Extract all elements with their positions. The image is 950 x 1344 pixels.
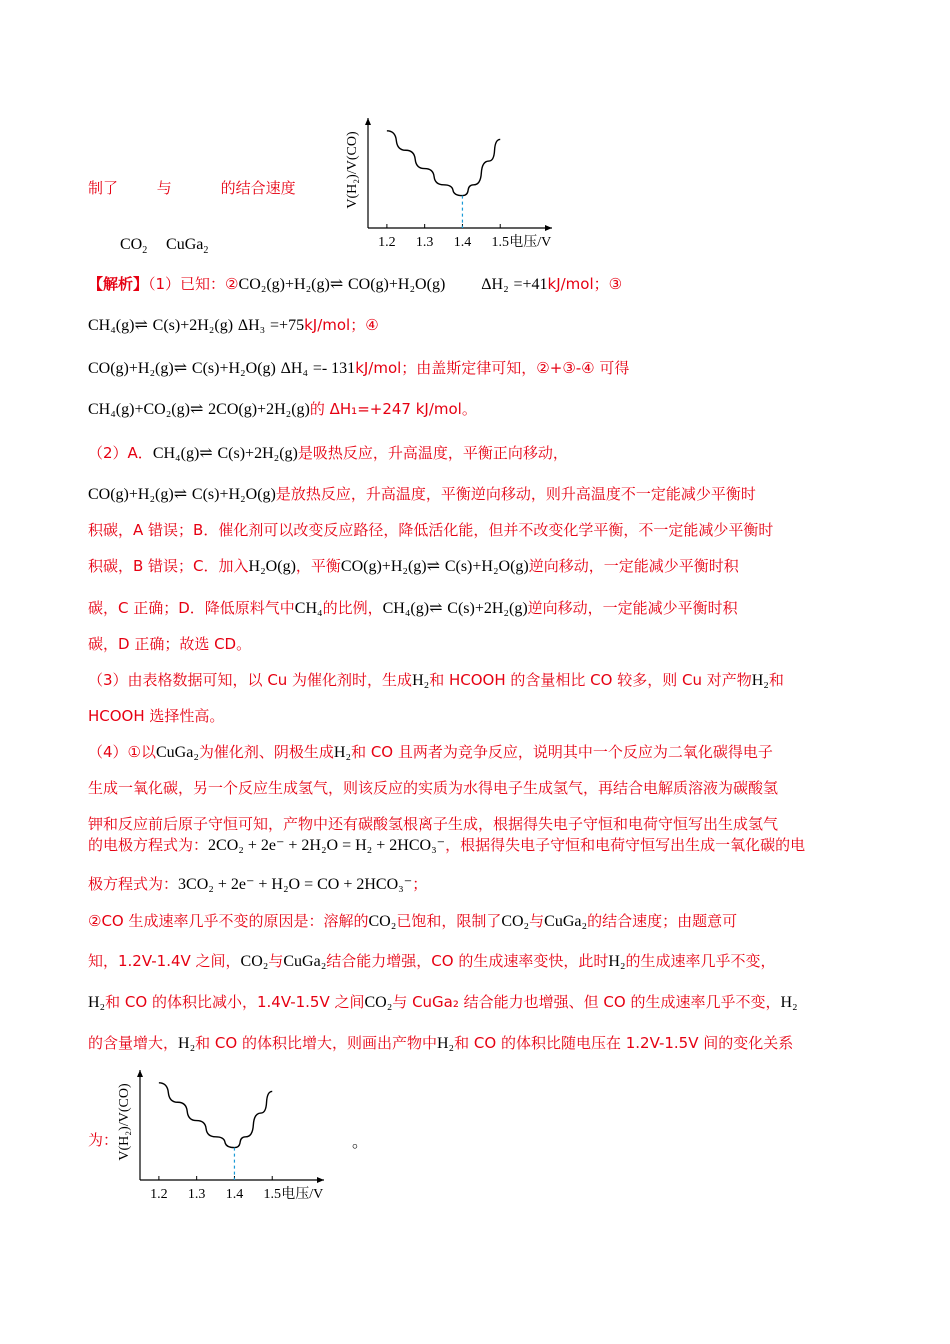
cathode-co-equation: 3CO₂ + 2e⁻ + H₂O = CO + 2HCO₃⁻ (178, 876, 413, 893)
fragment-b: 与 (156, 179, 172, 197)
co2-formula: $CO_2$ (120, 236, 148, 257)
chart-bottom-svg (112, 1062, 362, 1212)
p3-line1: （3）由表格数据可知，以 Cu 为催化剂时，生成H₂和 HCOOH 的含量相比 CO 较多，则 Cu 对产物H₂和 (88, 671, 784, 689)
p5-line3: H₂和 CO 的体积比减小，1.4V-1.5V 之间CO₂与 CuGa₂ 结合能力也增强、但 CO 的生成速率几乎不变，H₂ (88, 993, 798, 1011)
p2-line1: （2）A．CH₄(g)⇌ C(s)+2H₂(g)是吸热反应，升高温度，平衡正向移动， (88, 444, 568, 462)
p1-line3: CO(g)+H₂(g)⇌ C(s)+H₂O(g) ΔH₄ =- 131kJ/mol；由盖斯定律可知，②+③-④ 可得 (88, 359, 630, 377)
p1-line2: CH₄(g)⇌ C(s)+2H₂(g) ΔH₃ =+75kJ/mol；④ (88, 316, 379, 334)
fragment-c: 的结合速度 (220, 179, 296, 197)
series-line (387, 131, 500, 196)
x-tick-label: 1.5 (491, 235, 509, 250)
chart-top (340, 110, 590, 260)
x-axis-label: 电压/V (509, 235, 552, 250)
x-axis-label: 电压/V (281, 1187, 324, 1202)
p2-line2: CO(g)+H₂(g)⇌ C(s)+H₂O(g)是放热反应，升高温度，平衡逆向移动，则升高温度不一定能减少平衡时 (88, 485, 756, 503)
y-axis-label: V(H₂)/V(CO) (345, 131, 360, 209)
p2-line5: 碳，C 正确；D．降低原料气中CH₄的比例，CH₄(g)⇌ C(s)+2H₂(g)逆向移动，一定能减少平衡时积 (88, 599, 738, 617)
x-tick-label: 1.2 (378, 235, 396, 250)
y-axis-arrow (365, 118, 371, 125)
chart-top-svg (340, 110, 590, 260)
p4-line3: 钾和反应前后原子守恒可知，产物中还有碳酸氢根离子生成，根据得失电子守恒和电荷守恒写出生成氢气 (88, 815, 779, 833)
p4-line4: 的电极方程式为：2CO₂ + 2e⁻ + 2H₂O = H₂ + 2HCO₃⁻，根据得失电子守恒和电荷守恒写出生成一氧化碳的电 (88, 836, 806, 854)
p5-line2: 知，1.2V-1.4V 之间，CO₂与CuGa₂结合能力增强，CO 的生成速率变快，此时H₂的生成速率几乎不变， (88, 952, 776, 970)
x-tick-label: 1.5 (263, 1187, 281, 1202)
y-axis-label: V(H₂)/V(CO) (117, 1083, 132, 1161)
x-tick-label: 1.4 (453, 235, 472, 250)
p5-line1: ②CO 生成速率几乎不变的原因是：溶解的CO₂已饱和，限制了CO₂与CuGa₂的结合速度；由题意可 (88, 912, 738, 930)
p1-line4: CH₄(g)+CO₂(g)⇌ 2CO(g)+2H₂(g)的 ΔH₁=+247 kJ/mol。 (88, 400, 477, 418)
x-tick-label: 1.4 (225, 1187, 244, 1202)
p1-line1: 【解析】（1）已知：②CO₂(g)+H₂(g)⇌ CO(g)+H₂O(g) ΔH₂ =+41kJ/mol；③ (88, 275, 623, 293)
x-tick-label: 1.2 (150, 1187, 168, 1202)
p4-line5: 极方程式为：3CO₂ + 2e⁻ + H₂O = CO + 2HCO₃⁻； (88, 875, 428, 893)
cathode-h2-equation: 2CO₂ + 2e⁻ + 2H₂O = H₂ + 2HCO₃⁻ (208, 837, 446, 854)
p2-line4: 积碳，B 错误；C．加入H₂O(g)，平衡CO(g)+H₂(g)⇌ C(s)+H₂O(g)逆向移动，一定能减少平衡时积 (88, 557, 739, 575)
p5-line4: 的含量增大，H₂和 CO 的体积比增大，则画出产物中H₂和 CO 的体积比随电压在 1.2V-1.5V 间的变化关系 (88, 1034, 794, 1052)
series-line (159, 1083, 272, 1148)
p2-line6: 碳，D 正确；故选 CD。 (88, 635, 252, 653)
answer-period: 。 (352, 1134, 369, 1151)
x-tick-label: 1.3 (415, 235, 434, 250)
cuga2-formula: CuGa$_2$ (166, 236, 209, 257)
p4-line2: 生成一氧化碳，另一个反应生成氢气，则该反应的实质为水得电子生成氢气，再结合电解质溶液为碳酸氢 (88, 779, 779, 797)
fragment-a: 制了 (88, 179, 119, 197)
y-axis-arrow (137, 1070, 143, 1077)
chart-bottom (112, 1062, 362, 1212)
top-formulas (120, 226, 240, 263)
p4-line1: （4）①以CuGa₂为催化剂、阴极生成H₂和 CO 且两者为竞争反应，说明其中一个反应为二氧化碳得电子 (88, 743, 773, 761)
x-tick-label: 1.3 (187, 1187, 206, 1202)
p2-line3: 积碳，A 错误；B．催化剂可以改变反应路径，降低活化能，但并不改变化学平衡，不一定能减少平衡时 (88, 521, 774, 539)
x-axis-arrow (317, 1177, 324, 1183)
answer-prefix: 为： (88, 1131, 119, 1149)
x-axis-arrow (545, 225, 552, 231)
analysis-tag: 【解析】 (88, 275, 149, 293)
p3-line2: HCOOH 选择性高。 (88, 707, 225, 725)
